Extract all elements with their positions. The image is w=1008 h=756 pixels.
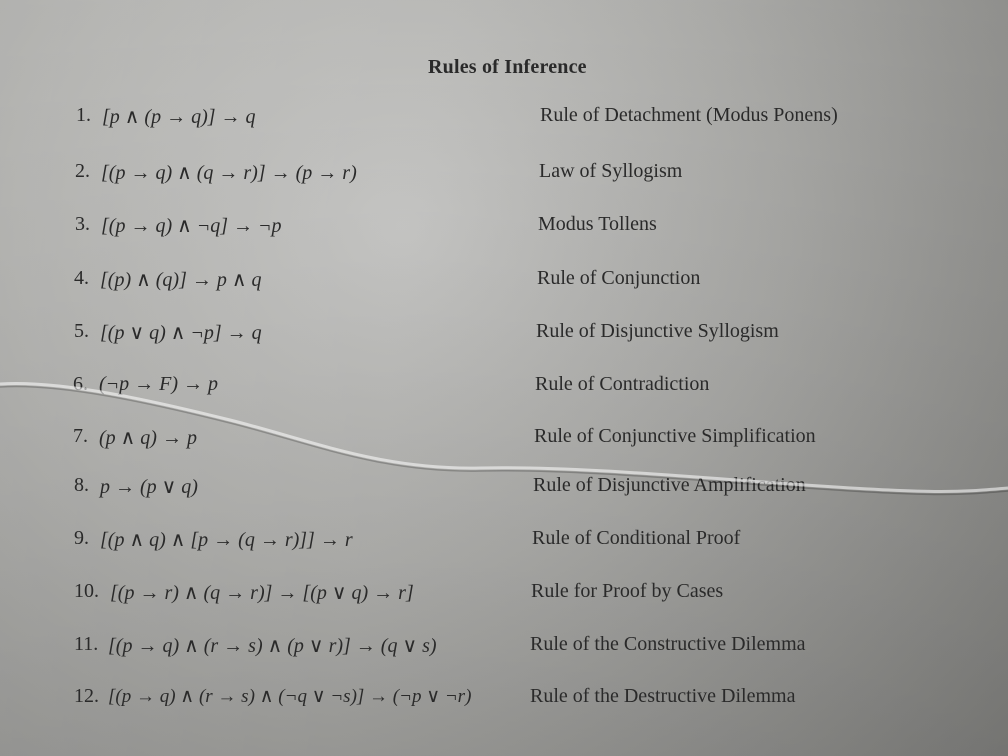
- rule-formula: p → (p ∨ q): [100, 476, 198, 498]
- rule-number: 6.: [73, 373, 88, 395]
- rule-number: 2.: [75, 160, 90, 182]
- rule-row-2: [0, 160, 1008, 190]
- rule-name: Rule of Disjunctive Amplification: [533, 474, 806, 496]
- rule-row-11: [0, 633, 1008, 663]
- rule-formula: (¬p → F) → p: [99, 373, 219, 395]
- rule-number: 5.: [74, 320, 89, 342]
- rule-number: 7.: [73, 425, 88, 447]
- rule-row-12: [0, 685, 1008, 715]
- rule-formula: (p ∧ q) → p: [99, 427, 197, 449]
- rule-row-3: [0, 213, 1008, 243]
- rule-row-10: [0, 580, 1008, 610]
- rule-row-5: [0, 320, 1008, 350]
- rule-number: 4.: [74, 267, 89, 289]
- rule-formula: [(p ∧ q) ∧ [p → (q → r)]] → r: [100, 529, 353, 551]
- rule-name: Rule of Disjunctive Syllogism: [536, 320, 779, 342]
- rule-row-9: [0, 527, 1008, 557]
- rule-number: 10.: [74, 580, 99, 602]
- rule-name: Rule of Conditional Proof: [532, 527, 741, 549]
- rule-formula: [(p → q) ∧ (r → s) ∧ (¬q ∨ ¬s)] → (¬p ∨ ¬r): [108, 686, 472, 707]
- rule-name: Law of Syllogism: [539, 160, 683, 182]
- rule-number: 9.: [74, 527, 89, 549]
- rule-formula: [(p ∨ q) ∧ ¬p] → q: [100, 322, 262, 344]
- rule-name: Modus Tollens: [538, 213, 657, 235]
- rule-number: 3.: [75, 213, 90, 235]
- rule-formula: [(p → q) ∧ (r → s) ∧ (p ∨ r)] → (q ∨ s): [108, 635, 437, 657]
- rule-name: Rule of the Destructive Dilemma: [530, 685, 796, 707]
- rule-row-8: [0, 474, 1008, 504]
- rule-formula: [(p → r) ∧ (q → r)] → [(p ∨ q) → r]: [110, 582, 414, 604]
- rule-name: Rule of Conjunction: [537, 267, 701, 289]
- rule-row-7: [0, 425, 1008, 455]
- rule-name: Rule for Proof by Cases: [531, 580, 724, 602]
- rule-name: Rule of Conjunctive Simplification: [534, 425, 816, 447]
- rule-formula: [p ∧ (p → q)] → q: [102, 106, 256, 128]
- rule-formula: [(p) ∧ (q)] → p ∧ q: [100, 269, 262, 291]
- rule-row-4: [0, 267, 1008, 297]
- rule-formula: [(p → q) ∧ (q → r)] → (p → r): [101, 162, 357, 184]
- rule-name: Rule of Contradiction: [535, 373, 710, 395]
- rule-row-1: [0, 104, 1008, 134]
- rule-name: Rule of Detachment (Modus Ponens): [540, 104, 838, 126]
- rule-number: 8.: [74, 474, 89, 496]
- document-title: Rules of Inference: [428, 56, 587, 78]
- rule-row-6: [0, 373, 1008, 403]
- rule-number: 1.: [76, 104, 91, 126]
- rule-formula: [(p → q) ∧ ¬q] → ¬p: [101, 215, 282, 237]
- rule-name: Rule of the Constructive Dilemma: [530, 633, 806, 655]
- rule-number: 11.: [74, 633, 99, 655]
- rule-number: 12.: [74, 685, 99, 707]
